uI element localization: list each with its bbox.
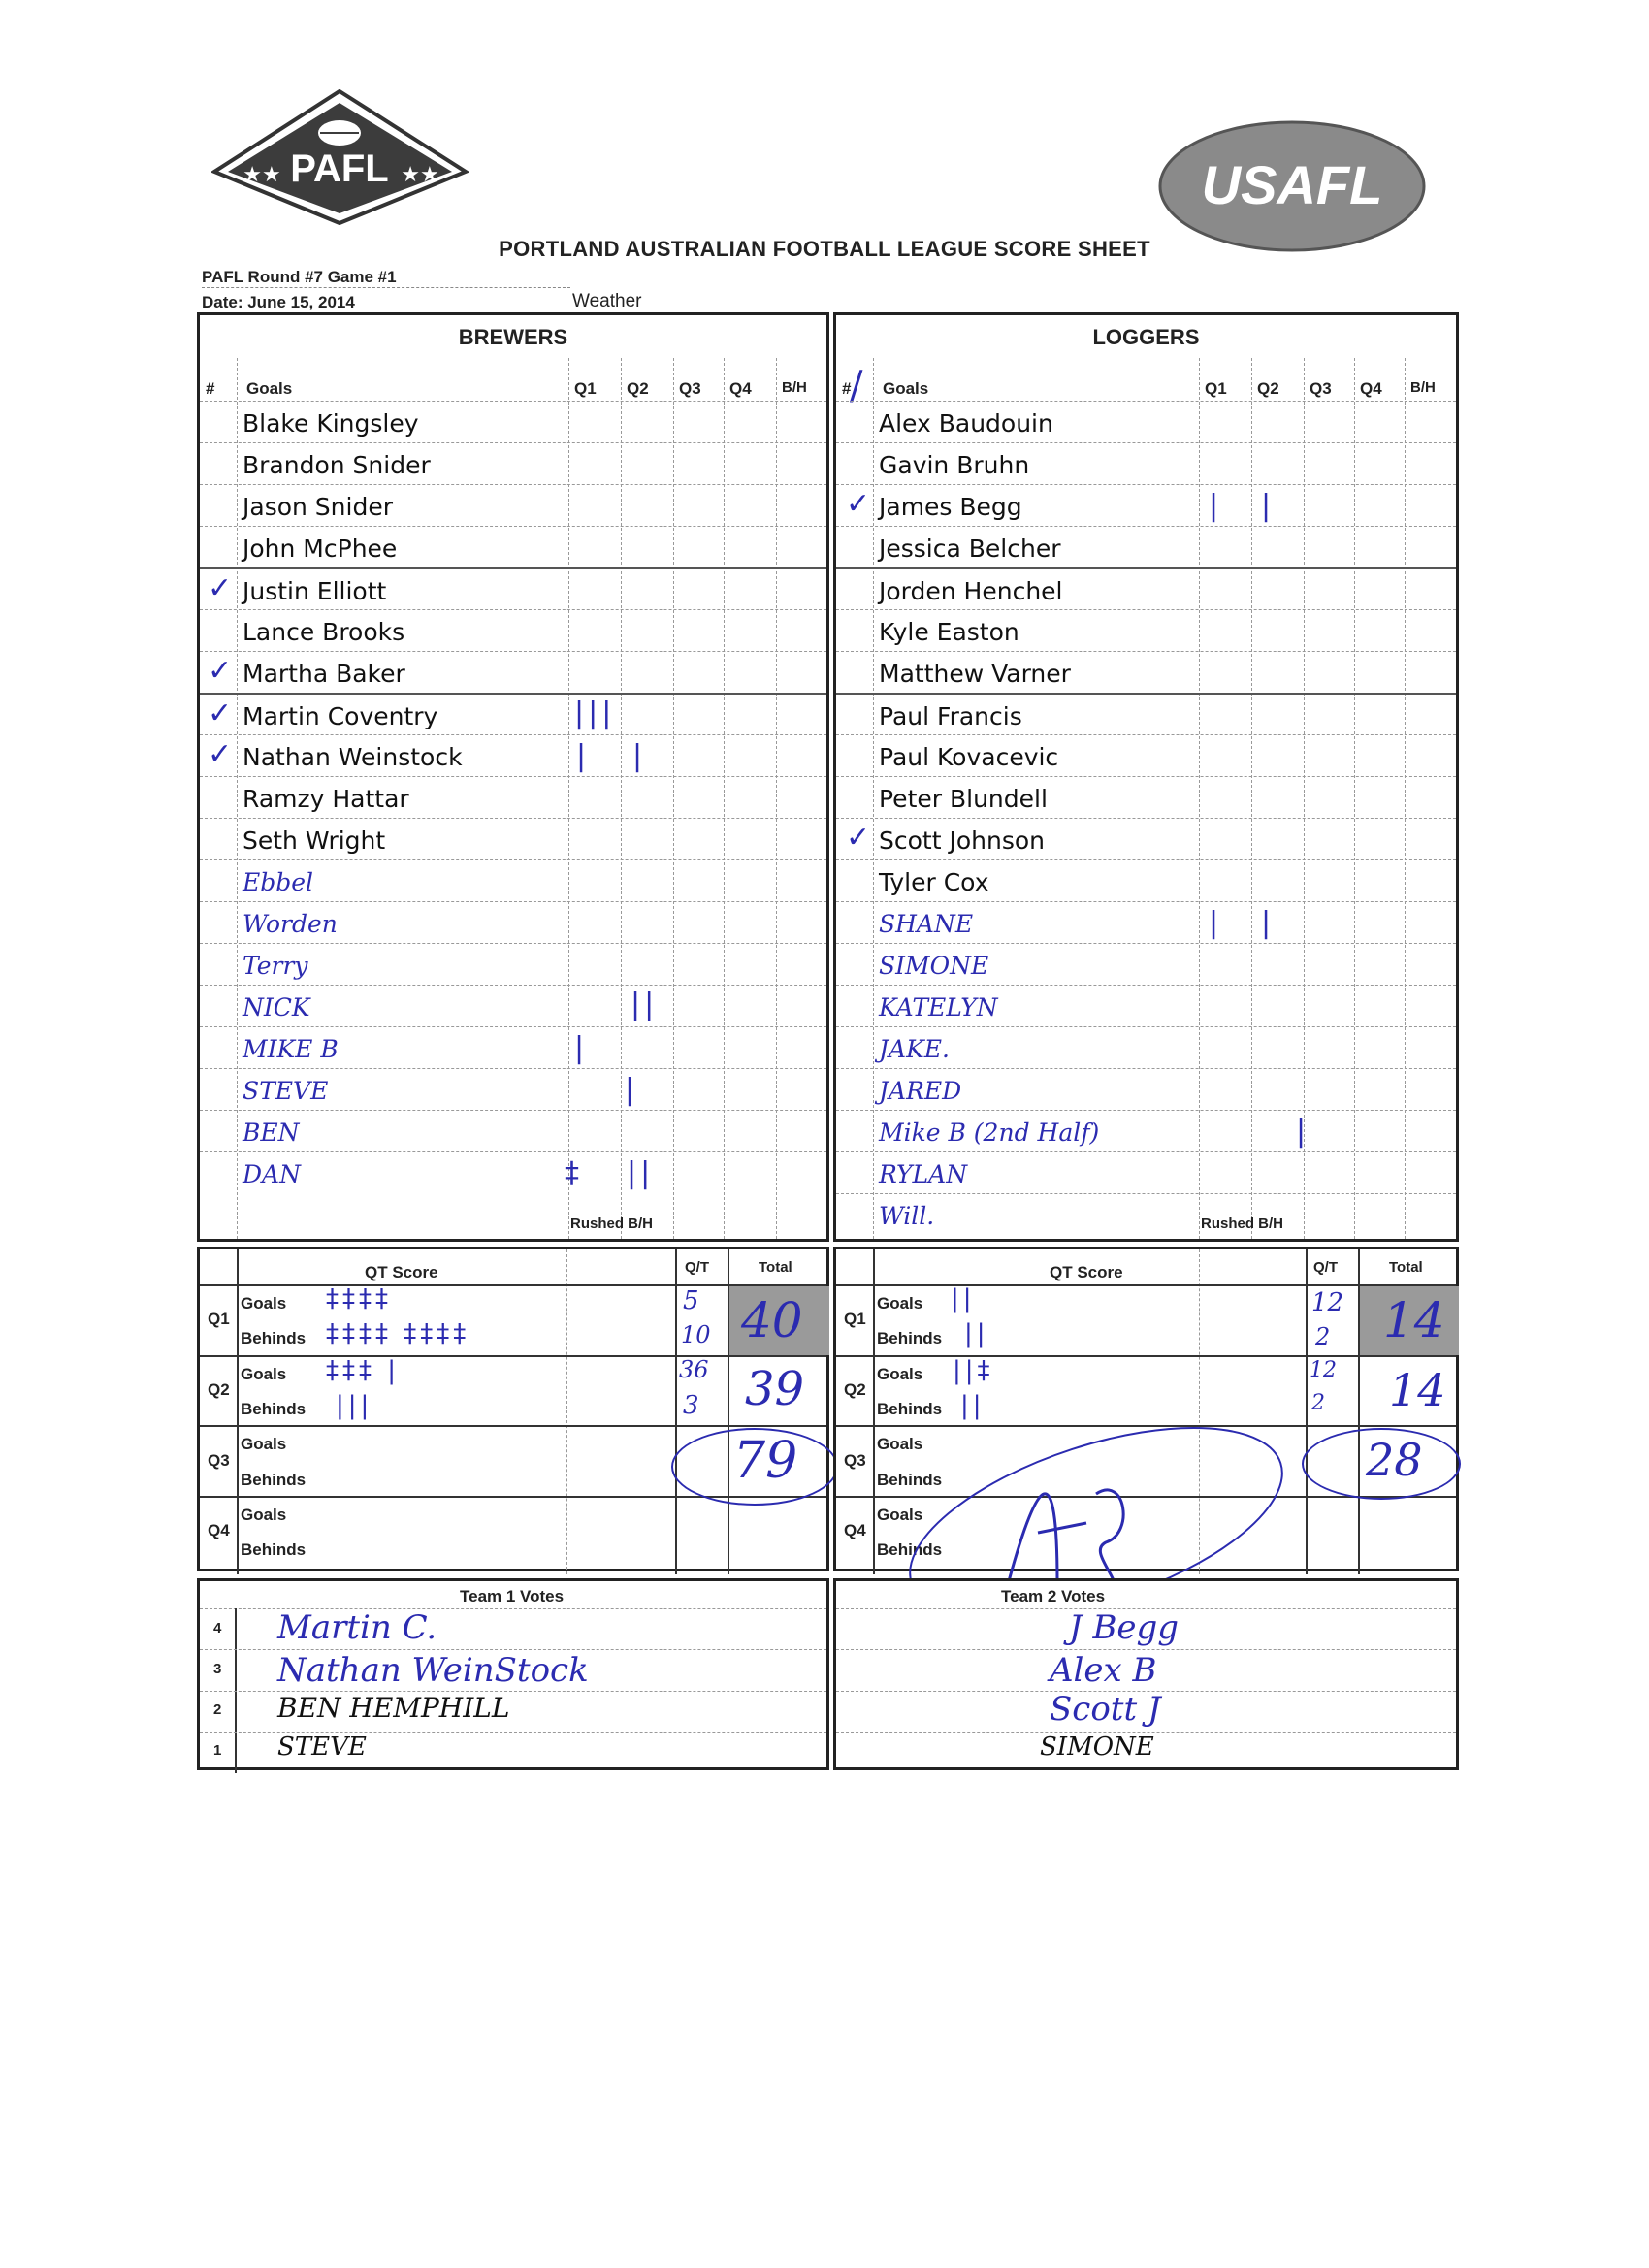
vote-rank: 1 (213, 1742, 222, 1759)
qt-col-header: Q/T (685, 1259, 709, 1276)
check-mark-icon: ✓ (208, 654, 233, 688)
q4-header: Q4 (1360, 379, 1382, 398)
qt-score-header: QT Score (365, 1263, 438, 1281)
qt-score-header: QT Score (1050, 1263, 1123, 1281)
goals-label: Goals (241, 1435, 287, 1453)
q1-behinds-value: 10 (681, 1321, 711, 1348)
final-total-value: 79 (733, 1432, 798, 1490)
qt-col-header: Q/T (1313, 1259, 1338, 1276)
check-mark-icon: ✓ (846, 487, 871, 521)
final-total-value: 28 (1366, 1434, 1423, 1486)
list-item: Nathan Weinstock ✓ | | (200, 734, 826, 777)
page-title: PORTLAND AUSTRALIAN FOOTBALL LEAGUE SCORE SHEET (499, 237, 1150, 261)
vote-entry: J Begg (1069, 1608, 1180, 1647)
q4-header: Q4 (729, 379, 752, 398)
total-col-header: Total (759, 1259, 792, 1276)
list-item: JAKE. (836, 1026, 1456, 1069)
list-item: Worden (200, 901, 826, 944)
q3-header: Q3 (1310, 379, 1332, 398)
list-item: JARED (836, 1068, 1456, 1111)
vote-entry: Martin C. (277, 1608, 437, 1647)
goals-header: Goals (246, 379, 293, 398)
behinds-label: Behinds (241, 1329, 307, 1347)
team1-name: BREWERS (458, 325, 568, 349)
q1-label: Q1 (844, 1310, 866, 1328)
list-item: Scott Johnson ✓ (836, 818, 1456, 860)
svg-text:★★: ★★ (401, 162, 439, 186)
q2-behinds-value: 2 (1311, 1391, 1325, 1415)
vote-entry: Scott J (1050, 1690, 1161, 1729)
q2-label: Q2 (844, 1380, 866, 1399)
list-item: RYLAN (836, 1151, 1456, 1194)
weather-label: Weather (572, 291, 642, 311)
team2-qt-score-panel: QT Score Q/T Total Q1 Goals Behinds Q2 Goals Behinds Q3 Goals Behinds Q4 Goals Behinds || || ||‡ || 12 2 14 12 2 14 28 (833, 1247, 1459, 1571)
list-item: Alex Baudouin (836, 401, 1456, 443)
list-item: Brandon Snider (200, 442, 826, 485)
goals-label: Goals (877, 1294, 923, 1312)
team2-player-panel (833, 312, 1459, 1242)
svg-text:PAFL: PAFL (290, 147, 389, 190)
q3-label: Q3 (844, 1451, 866, 1470)
q2-header: Q2 (627, 379, 649, 398)
vote-rank: 2 (213, 1701, 222, 1718)
list-item: Kyle Easton (836, 609, 1456, 652)
q1-total-value: 14 (1383, 1292, 1445, 1348)
pafl-logo (211, 89, 469, 225)
list-item: James Begg ✓ | | (836, 484, 1456, 527)
hash-header: # (206, 379, 215, 398)
list-item: Ramzy Hattar (200, 776, 826, 819)
list-item: Jorden Henchel (836, 567, 1456, 611)
svg-text:★★: ★★ (242, 162, 281, 186)
check-mark-icon: ✓ (846, 821, 871, 855)
date-label: Date: June 15, 2014 (202, 293, 570, 313)
q2-total-value: 14 (1389, 1364, 1446, 1416)
list-item: Ebbel (200, 859, 826, 902)
q2-behinds-value: 3 (683, 1391, 699, 1420)
list-item: SHANE | | (836, 901, 1456, 944)
vote-rank: 4 (213, 1620, 222, 1636)
votes-header: Team 2 Votes (1001, 1587, 1106, 1605)
q1-header: Q1 (1205, 379, 1227, 398)
q1-behinds-value: 2 (1315, 1323, 1331, 1350)
behinds-label: Behinds (877, 1471, 943, 1489)
bh-header: B/H (782, 379, 807, 396)
svg-text:USAFL: USAFL (1201, 154, 1383, 215)
team1-votes-panel (197, 1578, 829, 1770)
goals-label: Goals (877, 1365, 923, 1383)
list-item: NICK || (200, 985, 826, 1027)
behinds-label: Behinds (241, 1540, 307, 1559)
q3-header: Q3 (679, 379, 701, 398)
list-item: BEN (200, 1110, 826, 1152)
vote-entry: BEN HEMPHILL (277, 1692, 510, 1724)
goals-label: Goals (241, 1294, 287, 1312)
q1-total-value: 40 (741, 1292, 803, 1348)
behinds-label: Behinds (877, 1329, 943, 1347)
behinds-label: Behinds (877, 1540, 943, 1559)
q2-header: Q2 (1257, 379, 1279, 398)
behinds-label: Behinds (241, 1471, 307, 1489)
q4-label: Q4 (208, 1521, 230, 1539)
goals-label: Goals (241, 1506, 287, 1524)
q1-goals-value: 12 (1311, 1288, 1344, 1317)
q1-label: Q1 (208, 1310, 230, 1328)
q4-label: Q4 (844, 1521, 866, 1539)
q2-goals-value: 12 (1310, 1358, 1337, 1382)
goals-label: Goals (877, 1435, 923, 1453)
list-item: Peter Blundell (836, 776, 1456, 819)
list-item: John McPhee (200, 526, 826, 568)
list-item: Jessica Belcher (836, 526, 1456, 568)
list-item: Justin Elliott ✓ (200, 567, 826, 611)
team1-player-panel (197, 312, 829, 1242)
check-mark-icon: ✓ (208, 737, 233, 771)
vote-rank: 3 (213, 1661, 222, 1677)
list-item: MIKE B | (200, 1026, 826, 1069)
list-item: Jason Snider (200, 484, 826, 527)
behinds-label: Behinds (877, 1400, 943, 1418)
hash-header: # (842, 379, 852, 398)
list-item: Tyler Cox (836, 859, 1456, 902)
list-item: Mike B (2nd Half) | (836, 1110, 1456, 1152)
q2-label: Q2 (208, 1380, 230, 1399)
total-col-header: Total (1389, 1259, 1423, 1276)
list-item: Lance Brooks (200, 609, 826, 652)
behinds-label: Behinds (241, 1400, 307, 1418)
list-item: Paul Francis (836, 693, 1456, 736)
team2-votes-panel (833, 1578, 1459, 1770)
rushed-label: Rushed B/H (1201, 1215, 1284, 1232)
vote-entry: Alex B (1050, 1651, 1157, 1690)
list-item: DAN ‡ || (200, 1151, 826, 1194)
round-label: PAFL Round #7 Game #1 (202, 268, 570, 288)
check-mark-icon: ✓ (208, 571, 233, 605)
q1-header: Q1 (574, 379, 597, 398)
vote-entry: SIMONE (1040, 1733, 1154, 1762)
check-mark-icon: / (850, 364, 863, 408)
list-item: Matthew Varner (836, 651, 1456, 694)
goals-header: Goals (883, 379, 929, 398)
list-item: STEVE | (200, 1068, 826, 1111)
list-item: Blake Kingsley (200, 401, 826, 443)
list-item: Seth Wright (200, 818, 826, 860)
q2-goals-value: 36 (679, 1356, 709, 1383)
list-item: KATELYN (836, 985, 1456, 1027)
team1-qt-score-panel: QT Score Q/T Total Q1 Goals Behinds Q2 Goals Behinds Q3 Goals Behinds Q4 Goals Behinds ‡‡‡‡ ‡‡‡‡ ‡‡‡‡ ‡‡‡ | ||| 5 10 40 36 3 39 79 (197, 1247, 829, 1571)
goals-label: Goals (241, 1365, 287, 1383)
list-item: Martin Coventry ✓ ||| (200, 693, 826, 736)
rushed-label: Rushed B/H (570, 1215, 654, 1232)
vote-entry: Nathan WeinStock (277, 1651, 589, 1690)
goals-label: Goals (877, 1506, 923, 1524)
votes-header: Team 1 Votes (460, 1587, 565, 1605)
list-item: Paul Kovacevic (836, 734, 1456, 777)
check-mark-icon: ✓ (208, 697, 233, 730)
list-item: Terry (200, 943, 826, 986)
bh-header: B/H (1410, 379, 1436, 396)
q3-label: Q3 (208, 1451, 230, 1470)
team2-name: LOGGERS (1092, 325, 1200, 349)
q2-total-value: 39 (745, 1362, 805, 1416)
q1-goals-value: 5 (683, 1286, 699, 1315)
usafl-logo (1156, 118, 1428, 254)
list-item: Will. (836, 1193, 1456, 1240)
list-item: Gavin Bruhn (836, 442, 1456, 485)
vote-entry: STEVE (277, 1733, 367, 1762)
list-item: SIMONE (836, 943, 1456, 986)
list-item: Martha Baker ✓ (200, 651, 826, 694)
